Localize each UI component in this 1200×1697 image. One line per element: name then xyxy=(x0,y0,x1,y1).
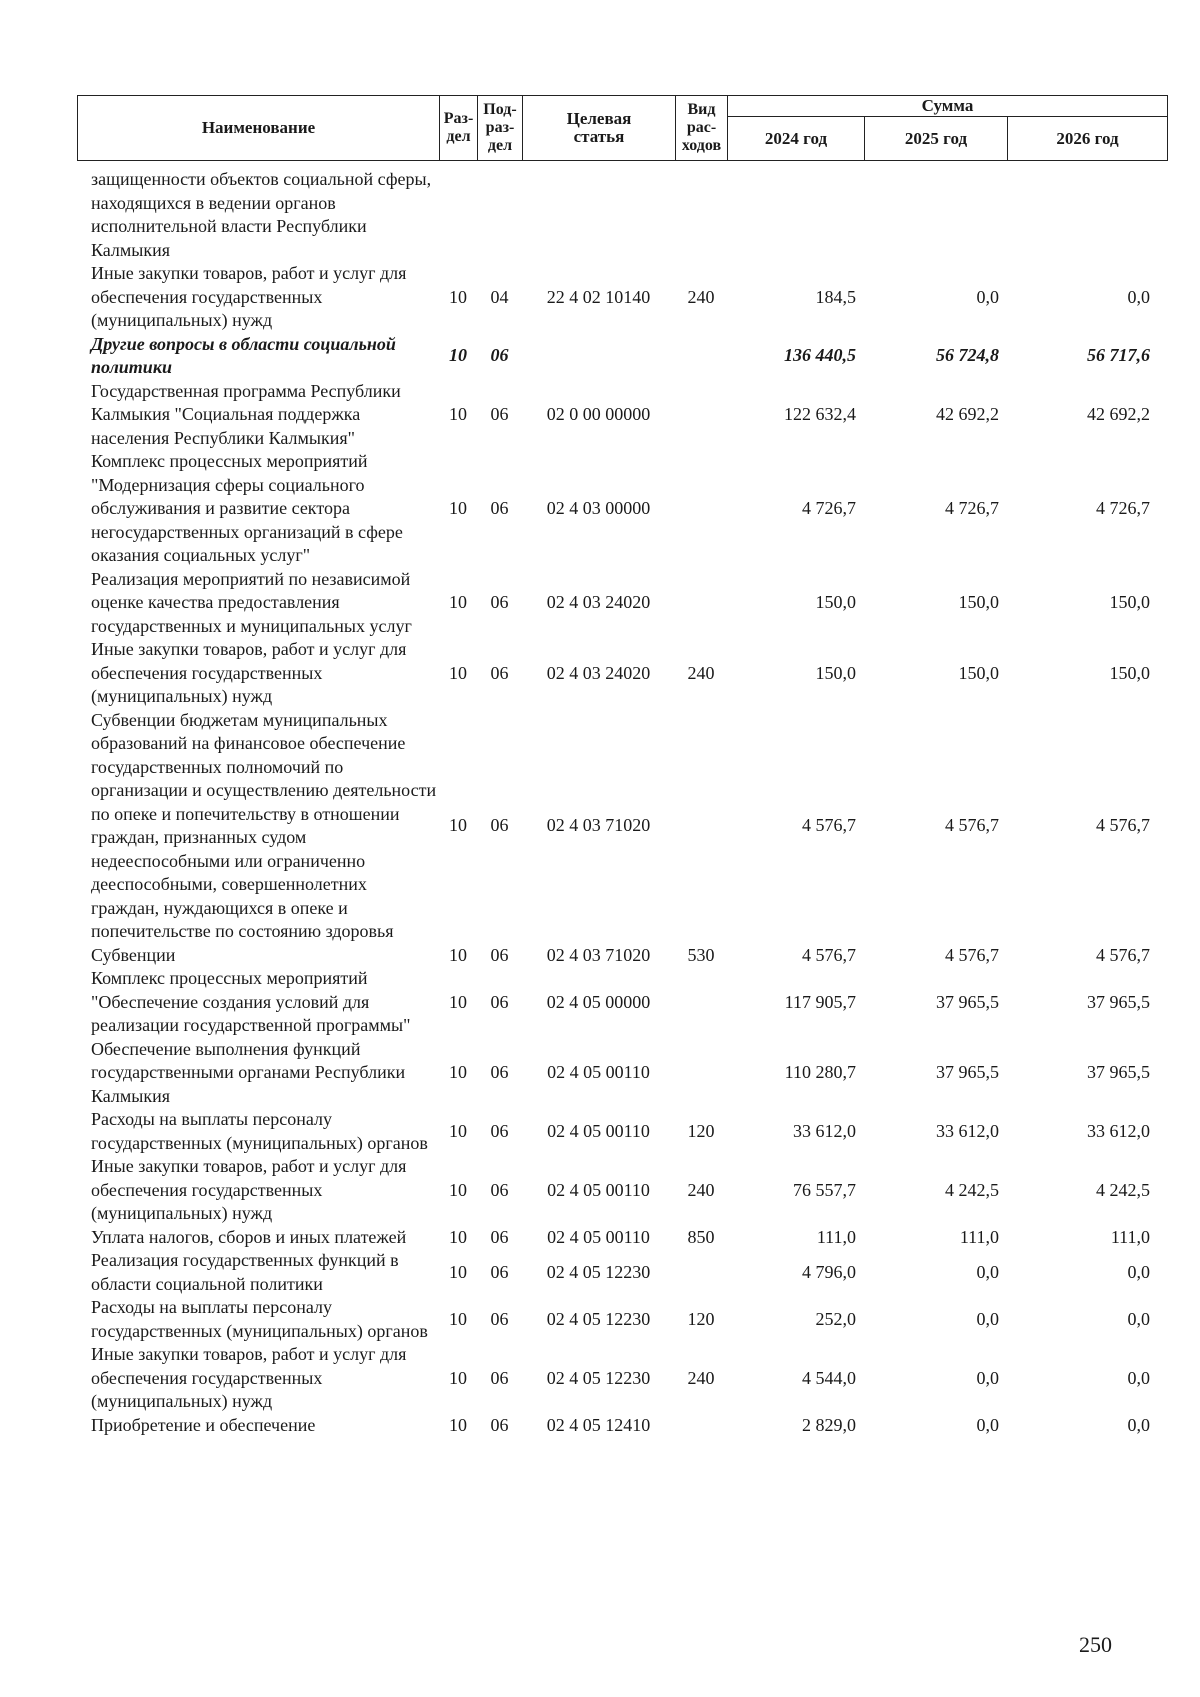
table-row xyxy=(77,1249,1167,1296)
row-vid: 240 xyxy=(687,1179,715,1200)
row-sum-2024: 184,5 xyxy=(815,286,856,307)
header-vid: Вид рас- ходов xyxy=(676,96,728,161)
row-sum-2024: 4 576,7 xyxy=(802,944,856,965)
row-podrazdel: 06 xyxy=(490,815,509,836)
row-sum-2025: 0,0 xyxy=(976,1414,999,1435)
row-razdel: 10 xyxy=(449,404,467,424)
row-sum-2026: 4 576,7 xyxy=(1096,944,1150,965)
row-razdel: 10 xyxy=(449,1308,467,1329)
row-sum-2024: 4 544,0 xyxy=(802,1367,856,1388)
row-sum-2025: 0,0 xyxy=(976,1367,999,1388)
row-sum-2025: 4 576,7 xyxy=(945,944,999,965)
row-razdel: 10 xyxy=(449,1120,467,1141)
row-sum-2024: 4 576,7 xyxy=(802,815,856,836)
table-row xyxy=(77,450,1167,568)
row-sum-2026: 4 576,7 xyxy=(1096,815,1150,836)
table-row xyxy=(77,1108,1167,1155)
row-razdel: 10 xyxy=(449,815,467,836)
table-row xyxy=(77,638,1167,709)
row-name: Расходы на выплаты персоналу государственных (муниципальных) органов xyxy=(91,1297,428,1341)
row-sum-2025: 33 612,0 xyxy=(936,1120,999,1141)
row-sum-2025: 111,0 xyxy=(959,1226,999,1247)
row-name: Комплекс процессных мероприятий "Модернизация сферы социального обслуживания и развитие сектора негосударственных организаций в сфере оказания социальных услуг" xyxy=(91,451,403,565)
row-sum-2025: 42 692,2 xyxy=(936,404,999,424)
row-vid: 850 xyxy=(687,1226,715,1247)
row-name: Комплекс процессных мероприятий "Обеспечение создания условий для реализации государственной программы" xyxy=(91,968,411,1035)
row-target: 02 4 05 00110 xyxy=(547,1120,650,1141)
row-sum-2024: 122 632,4 xyxy=(784,404,856,424)
row-podrazdel: 06 xyxy=(490,1226,509,1247)
row-target: 02 4 03 24020 xyxy=(546,592,651,612)
row-name: защищенности объектов социальной сферы, находящихся в ведении органов исполнительной власти Республики Калмыкия xyxy=(91,169,432,260)
row-target: 02 4 03 24020 xyxy=(546,662,651,683)
row-sum-2026: 42 692,2 xyxy=(1087,404,1150,424)
row-razdel: 10 xyxy=(449,1179,467,1200)
table-row xyxy=(77,1038,1167,1109)
row-razdel: 10 xyxy=(449,498,467,518)
row-vid: 240 xyxy=(687,1367,715,1388)
row-sum-2026: 150,0 xyxy=(1109,662,1150,683)
row-name: Иные закупки товаров, работ и услуг для обеспечения государственных (муниципальных) нужд xyxy=(91,263,407,330)
row-name: Расходы на выплаты персоналу государственных (муниципальных) органов xyxy=(91,1109,428,1153)
row-razdel: 10 xyxy=(449,286,467,307)
row-sum-2024: 76 557,7 xyxy=(793,1179,856,1200)
row-podrazdel: 06 xyxy=(490,1414,509,1435)
table-row xyxy=(77,1296,1167,1343)
row-sum-2026: 0,0 xyxy=(1127,1414,1150,1435)
row-podrazdel: 06 xyxy=(490,345,509,366)
row-razdel: 10 xyxy=(449,1367,467,1388)
row-name: Иные закупки товаров, работ и услуг для обеспечения государственных (муниципальных) нужд xyxy=(91,1344,407,1411)
table-row xyxy=(77,709,1167,944)
row-name: Реализация мероприятий по независимой оценке качества предоставления государственных и муниципальных услуг xyxy=(91,568,412,636)
header-razdel: Раз- дел xyxy=(440,96,478,161)
row-sum-2024: 4 796,0 xyxy=(802,1261,856,1282)
row-podrazdel: 06 xyxy=(490,592,509,612)
row-vid: 240 xyxy=(687,662,715,683)
row-sum-2024: 117 905,7 xyxy=(784,991,856,1012)
row-podrazdel: 06 xyxy=(490,498,509,518)
header-podrazdel: Под- раз- дел xyxy=(478,96,523,161)
row-sum-2026: 4 242,5 xyxy=(1096,1179,1150,1200)
table-header xyxy=(77,95,1168,161)
row-razdel: 10 xyxy=(449,592,467,612)
row-sum-2026: 37 965,5 xyxy=(1087,991,1150,1012)
row-razdel: 10 xyxy=(449,991,467,1012)
row-target: 02 0 00 00000 xyxy=(546,404,651,424)
row-razdel: 10 xyxy=(449,345,467,366)
row-sum-2025: 0,0 xyxy=(976,1308,999,1329)
row-sum-2026: 111,0 xyxy=(1110,1226,1150,1247)
row-target: 02 4 03 00000 xyxy=(546,498,651,518)
row-podrazdel: 06 xyxy=(490,404,509,424)
row-target: 02 4 05 00110 xyxy=(547,1062,650,1082)
row-sum-2025: 150,0 xyxy=(958,592,999,612)
row-name: Другие вопросы в области социальной политики xyxy=(91,333,396,377)
row-name: Реализация государственных функций в области социальной политики xyxy=(91,1250,399,1294)
row-podrazdel: 04 xyxy=(490,286,509,307)
row-podrazdel: 06 xyxy=(490,1120,509,1141)
row-podrazdel: 06 xyxy=(490,944,509,965)
table-row xyxy=(77,1414,1167,1438)
row-vid: 530 xyxy=(687,944,715,965)
row-sum-2025: 56 724,8 xyxy=(936,345,999,366)
row-sum-2024: 2 829,0 xyxy=(802,1414,856,1435)
row-sum-2025: 0,0 xyxy=(976,286,999,307)
row-target: 02 4 05 12410 xyxy=(546,1414,651,1435)
row-sum-2024: 111,0 xyxy=(816,1226,856,1247)
table-row xyxy=(77,1343,1167,1414)
row-target: 02 4 05 12230 xyxy=(546,1308,651,1329)
row-name: Государственная программа Республики Калмыкия "Социальная поддержка населения Республики Калмыкия" xyxy=(91,380,401,448)
row-sum-2024: 136 440,5 xyxy=(784,345,856,366)
header-name: Наименование xyxy=(78,96,440,161)
table-row xyxy=(77,1155,1167,1226)
table-row xyxy=(77,967,1167,1038)
page-number: 250 xyxy=(1079,1632,1112,1657)
row-sum-2025: 4 726,7 xyxy=(945,498,999,518)
row-sum-2026: 0,0 xyxy=(1127,1308,1150,1329)
row-sum-2026: 0,0 xyxy=(1127,1261,1150,1282)
row-name: Иные закупки товаров, работ и услуг для обеспечения государственных (муниципальных) нужд xyxy=(91,1156,407,1223)
table-row xyxy=(77,168,1167,262)
row-sum-2026: 33 612,0 xyxy=(1087,1120,1150,1141)
row-name: Субвенции xyxy=(91,944,176,965)
row-sum-2026: 0,0 xyxy=(1127,286,1150,307)
row-target: 02 4 05 12230 xyxy=(546,1367,651,1388)
row-sum-2025: 4 242,5 xyxy=(945,1179,999,1200)
row-name: Иные закупки товаров, работ и услуг для обеспечения государственных (муниципальных) нужд xyxy=(91,639,407,706)
table-row xyxy=(77,1226,1167,1250)
row-sum-2025: 150,0 xyxy=(958,662,999,683)
row-sum-2025: 37 965,5 xyxy=(936,991,999,1012)
row-vid: 120 xyxy=(687,1308,715,1329)
row-sum-2024: 150,0 xyxy=(815,662,856,683)
row-target: 02 4 05 12230 xyxy=(546,1261,651,1282)
header-target: Целевая статья xyxy=(523,96,676,161)
row-sum-2024: 252,0 xyxy=(815,1308,856,1329)
row-vid: 240 xyxy=(687,286,715,307)
row-sum-2025: 37 965,5 xyxy=(936,1062,999,1082)
row-razdel: 10 xyxy=(449,662,467,683)
row-podrazdel: 06 xyxy=(490,662,509,683)
row-target: 02 4 05 00110 xyxy=(547,1226,650,1247)
table-body xyxy=(77,168,1167,1437)
row-target: 02 4 05 00110 xyxy=(547,1179,650,1200)
row-sum-2024: 110 280,7 xyxy=(784,1062,856,1082)
row-podrazdel: 06 xyxy=(490,991,509,1012)
row-name: Уплата налогов, сборов и иных платежей xyxy=(91,1226,407,1247)
table-row xyxy=(77,944,1167,968)
row-podrazdel: 06 xyxy=(490,1367,509,1388)
row-sum-2024: 150,0 xyxy=(815,592,856,612)
row-target: 02 4 05 00000 xyxy=(546,991,651,1012)
row-name: Субвенции бюджетам муниципальных образований на финансовое обеспечение государственных полномочий по организации и осуществлению деятельности по опеке и попечительству в отношении граждан, признанных судом недееспособными или ограниченно дееспособными, совершеннолетних граждан, нуждающихся в опеке и попечительстве по состоянию здоровья xyxy=(91,709,437,941)
row-podrazdel: 06 xyxy=(490,1308,509,1329)
header-year-2025: 2025 год xyxy=(865,117,1008,161)
row-razdel: 10 xyxy=(449,1414,467,1435)
row-sum-2025: 0,0 xyxy=(976,1261,999,1282)
table-row xyxy=(77,262,1167,333)
row-razdel: 10 xyxy=(449,944,467,965)
row-sum-2024: 4 726,7 xyxy=(802,498,856,518)
row-target: 02 4 03 71020 xyxy=(546,815,651,836)
row-sum-2026: 37 965,5 xyxy=(1087,1062,1150,1082)
row-sum-2025: 4 576,7 xyxy=(945,815,999,836)
row-sum-2026: 0,0 xyxy=(1127,1367,1150,1388)
row-razdel: 10 xyxy=(449,1226,467,1247)
row-sum-2026: 56 717,6 xyxy=(1087,345,1150,366)
row-podrazdel: 06 xyxy=(490,1062,509,1082)
header-year-2024: 2024 год xyxy=(728,117,865,161)
row-target: 22 4 02 10140 xyxy=(546,286,651,307)
table-row xyxy=(77,380,1167,451)
row-podrazdel: 06 xyxy=(490,1179,509,1200)
table-row xyxy=(77,568,1167,639)
row-sum-2026: 150,0 xyxy=(1109,592,1150,612)
row-vid: 120 xyxy=(687,1120,715,1141)
row-sum-2026: 4 726,7 xyxy=(1096,498,1150,518)
header-year-2026: 2026 год xyxy=(1008,117,1168,161)
row-name: Обеспечение выполнения функций государственными органами Республики Калмыкия xyxy=(91,1038,406,1106)
row-name: Приобретение и обеспечение xyxy=(91,1414,316,1435)
row-podrazdel: 06 xyxy=(490,1261,509,1282)
row-razdel: 10 xyxy=(449,1261,467,1282)
row-razdel: 10 xyxy=(449,1062,467,1082)
header-sum: Сумма xyxy=(728,96,1168,117)
row-sum-2024: 33 612,0 xyxy=(793,1120,856,1141)
row-target: 02 4 03 71020 xyxy=(546,944,651,965)
table-row xyxy=(77,333,1167,380)
